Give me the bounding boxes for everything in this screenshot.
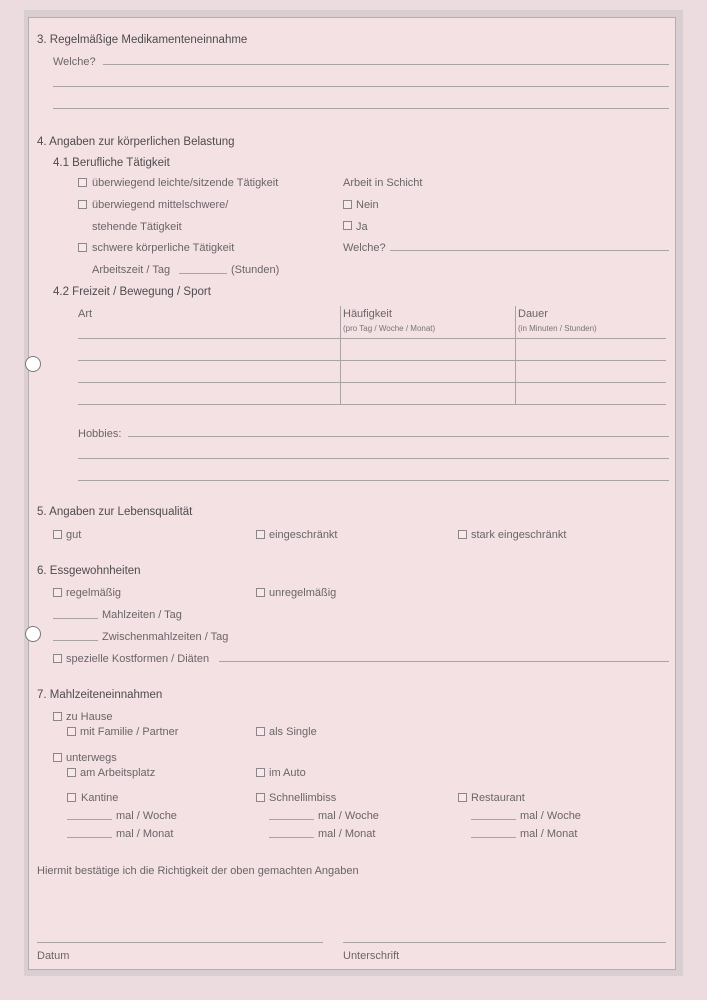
checkbox-single[interactable] xyxy=(256,727,265,736)
checkbox-canteen[interactable] xyxy=(67,793,76,802)
label-home: zu Hause xyxy=(66,711,113,723)
label-snackbar: Schnellimbiss xyxy=(269,792,337,804)
date-line[interactable] xyxy=(37,942,323,943)
label-workplace: am Arbeitsplatz xyxy=(80,767,156,779)
section-4-2-title: 4.2 Freizeit / Bewegung / Sport xyxy=(53,286,211,298)
label-quality-limited: eingeschränkt xyxy=(269,529,338,541)
medication-which-label: Welche? xyxy=(53,56,96,68)
label-medium-work-2: stehende Tätigkeit xyxy=(92,221,182,233)
checkbox-medium-work[interactable] xyxy=(78,200,87,209)
restaurant-week-line[interactable] xyxy=(471,819,516,820)
table-divider-1 xyxy=(340,306,341,404)
label-single: als Single xyxy=(269,726,317,738)
checkbox-quality-strong[interactable] xyxy=(458,530,467,539)
checkbox-family[interactable] xyxy=(67,727,76,736)
table-row-3[interactable] xyxy=(78,382,666,383)
canteen-month-line[interactable] xyxy=(67,837,112,838)
table-row-1[interactable] xyxy=(78,338,666,339)
label-quality-strong: stark eingeschränkt xyxy=(471,529,567,541)
label-family: mit Familie / Partner xyxy=(80,726,179,738)
label-date: Datum xyxy=(37,950,70,962)
snackbar-week-line[interactable] xyxy=(269,819,314,820)
label-restaurant-month: mal / Monat xyxy=(520,828,578,840)
checkbox-heavy-work[interactable] xyxy=(78,243,87,252)
table-row-2[interactable] xyxy=(78,360,666,361)
col-header-frequency: Häufigkeit xyxy=(343,308,392,320)
checkbox-irregular[interactable] xyxy=(256,588,265,597)
punch-hole-bottom xyxy=(25,626,41,642)
label-snacks: Zwischenmahlzeiten / Tag xyxy=(102,631,229,643)
medication-line-2[interactable] xyxy=(53,86,669,87)
label-shift-no: Nein xyxy=(356,199,379,211)
label-diet: spezielle Kostformen / Diäten xyxy=(66,653,210,665)
label-shift-work: Arbeit in Schicht xyxy=(343,177,423,189)
label-restaurant-week: mal / Woche xyxy=(520,810,581,822)
medication-line-3[interactable] xyxy=(53,108,669,109)
label-worktime: Arbeitszeit / Tag xyxy=(92,264,171,276)
hobbies-line-3[interactable] xyxy=(78,480,669,481)
confirmation-text: Hiermit bestätige ich die Richtigkeit der oben gemachten Angaben xyxy=(37,865,359,877)
checkbox-home[interactable] xyxy=(53,712,62,721)
section-7-title: 7. Mahlzeiteneinnahmen xyxy=(37,689,163,701)
checkbox-quality-limited[interactable] xyxy=(256,530,265,539)
worktime-input-line[interactable] xyxy=(179,273,227,274)
shift-which-line[interactable] xyxy=(390,250,669,251)
label-hobbies: Hobbies: xyxy=(78,428,122,440)
checkbox-shift-yes[interactable] xyxy=(343,221,352,230)
label-quality-good: gut xyxy=(66,529,82,541)
table-row-4[interactable] xyxy=(78,404,666,405)
col-header-art: Art xyxy=(78,308,93,320)
section-3-title: 3. Regelmäßige Medikamenteneinnahme xyxy=(37,34,248,46)
snackbar-month-line[interactable] xyxy=(269,837,314,838)
label-light-work: überwiegend leichte/sitzende Tätigkeit xyxy=(92,177,279,189)
section-4-title: 4. Angaben zur körperlichen Belastung xyxy=(37,136,235,148)
snacks-input-line[interactable] xyxy=(53,640,98,641)
label-away: unterwegs xyxy=(66,752,117,764)
label-irregular: unregelmäßig xyxy=(269,587,337,599)
signature-line[interactable] xyxy=(343,942,666,943)
section-5-title: 5. Angaben zur Lebensqualität xyxy=(37,506,193,518)
label-car: im Auto xyxy=(269,767,306,779)
label-shift-yes: Ja xyxy=(356,221,368,233)
checkbox-quality-good[interactable] xyxy=(53,530,62,539)
restaurant-month-line[interactable] xyxy=(471,837,516,838)
label-shift-which: Welche? xyxy=(343,242,386,254)
checkbox-shift-no[interactable] xyxy=(343,200,352,209)
hobbies-line-1[interactable] xyxy=(128,436,669,437)
label-meals: Mahlzeiten / Tag xyxy=(102,609,182,621)
canteen-week-line[interactable] xyxy=(67,819,112,820)
meals-input-line[interactable] xyxy=(53,618,98,619)
table-divider-2 xyxy=(515,306,516,404)
checkbox-regular[interactable] xyxy=(53,588,62,597)
diet-input-line[interactable] xyxy=(219,661,669,662)
section-4-1-title: 4.1 Berufliche Tätigkeit xyxy=(53,157,170,169)
hobbies-line-2[interactable] xyxy=(78,458,669,459)
col-header-duration: Dauer xyxy=(518,308,548,320)
checkbox-snackbar[interactable] xyxy=(256,793,265,802)
checkbox-diet[interactable] xyxy=(53,654,62,663)
checkbox-workplace[interactable] xyxy=(67,768,76,777)
label-signature: Unterschrift xyxy=(343,950,400,962)
col-header-duration-sub: (in Minuten / Stunden) xyxy=(518,324,597,333)
label-worktime-unit: (Stunden) xyxy=(231,264,280,276)
checkbox-car[interactable] xyxy=(256,768,265,777)
checkbox-light-work[interactable] xyxy=(78,178,87,187)
label-restaurant: Restaurant xyxy=(471,792,525,804)
label-canteen: Kantine xyxy=(81,792,119,804)
punch-hole-top xyxy=(25,356,41,372)
label-snackbar-month: mal / Monat xyxy=(318,828,376,840)
label-medium-work-1: überwiegend mittelschwere/ xyxy=(92,199,229,211)
label-canteen-month: mal / Monat xyxy=(116,828,174,840)
section-6-title: 6. Essgewohnheiten xyxy=(37,565,141,577)
label-regular: regelmäßig xyxy=(66,587,122,599)
checkbox-away[interactable] xyxy=(53,753,62,762)
label-canteen-week: mal / Woche xyxy=(116,810,177,822)
col-header-frequency-sub: (pro Tag / Woche / Monat) xyxy=(343,324,436,333)
checkbox-restaurant[interactable] xyxy=(458,793,467,802)
medication-line-1[interactable] xyxy=(103,64,669,65)
label-heavy-work: schwere körperliche Tätigkeit xyxy=(92,242,235,254)
label-snackbar-week: mal / Woche xyxy=(318,810,379,822)
